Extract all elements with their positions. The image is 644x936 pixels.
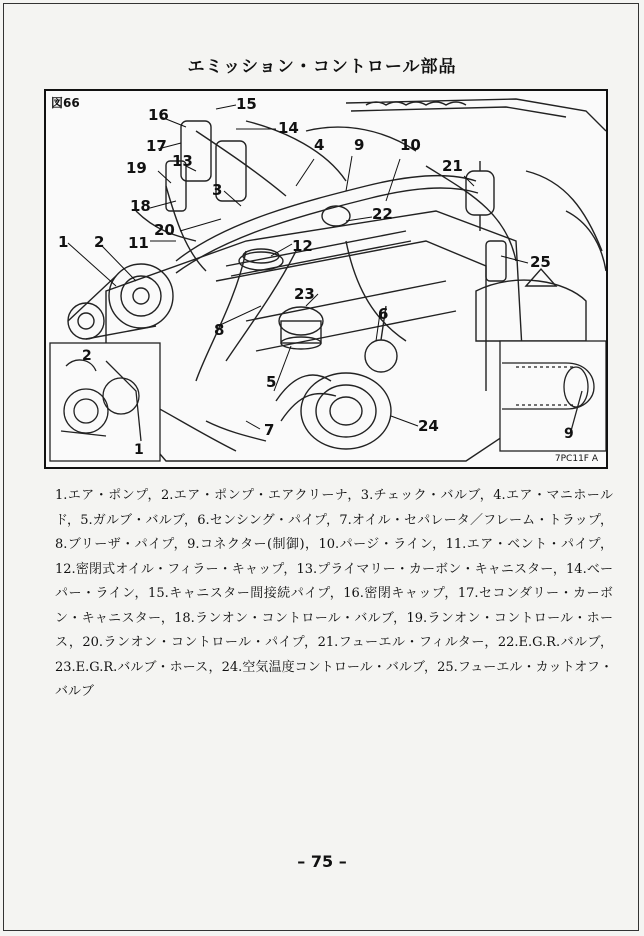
callout-20: 20	[154, 221, 175, 239]
callout-10: 10	[400, 136, 421, 154]
inset-right-callout-9: 9	[564, 426, 574, 442]
engine-figure	[44, 89, 608, 469]
inset-left-callout-1: 1	[134, 442, 144, 458]
callout-12: 12	[292, 237, 313, 255]
callout-6: 6	[378, 305, 389, 323]
page-number: – 75 –	[297, 852, 347, 871]
callout-25: 25	[530, 253, 551, 271]
callout-18: 18	[130, 197, 151, 215]
callout-8: 8	[214, 321, 225, 339]
engine-illustration	[46, 91, 608, 469]
callout-11: 11	[128, 234, 149, 252]
callout-24: 24	[418, 417, 439, 435]
figure-code: 7PC11F A	[554, 454, 598, 464]
callout-1: 1	[58, 233, 69, 251]
callout-22: 22	[372, 205, 393, 223]
callout-16: 16	[148, 106, 169, 124]
callout-13: 13	[172, 152, 193, 170]
callout-19: 19	[126, 159, 147, 177]
parts-caption: 1.エア・ポンプ，2.エア・ポンプ・エアクリーナ，3.チェック・バルブ，4.エア・マニホールド，5.ガルブ・バルブ，6.センシング・パイプ，7.オイル・セパレータ／フレーム・トラップ，8.ブリーザ・パイプ，9.コネクター(制御)，10.パージ・ライン，11.エア・ベント・パイプ，12.密閉式オイル・フィラー・キャップ，13.プライマリー・カーボン・キャニスター，14.ベーパー・ライン，15.キャニスター間接続パイプ，16.密閉キャップ，17.セコンダリー・カーボン・キャニスター，18.ランオン・コントロール・バルブ，19.ランオン・コントロール・ホース，20.ランオン・コントロール・パイプ，21.フューエル・フィルター，22.E.G.R.バルブ，23.E.G.R.バルブ・ホース，24.空気温度コントロール・バルブ，25.フューエル・カットオフ・バルブ	[55, 488, 613, 699]
callout-5: 5	[266, 373, 277, 391]
callout-17: 17	[146, 137, 167, 155]
callout-9: 9	[354, 136, 365, 154]
page-title: エミッション・コントロール部品	[187, 57, 457, 77]
callout-23: 23	[294, 285, 315, 303]
inset-left-callout-2: 2	[82, 348, 92, 364]
callout-2: 2	[94, 233, 105, 251]
callout-4: 4	[314, 136, 325, 154]
callout-3: 3	[212, 181, 223, 199]
callout-21: 21	[442, 157, 463, 175]
callout-15: 15	[236, 95, 257, 113]
figure-label: 図66	[51, 96, 80, 110]
callout-7: 7	[264, 421, 275, 439]
callout-14: 14	[278, 119, 299, 137]
